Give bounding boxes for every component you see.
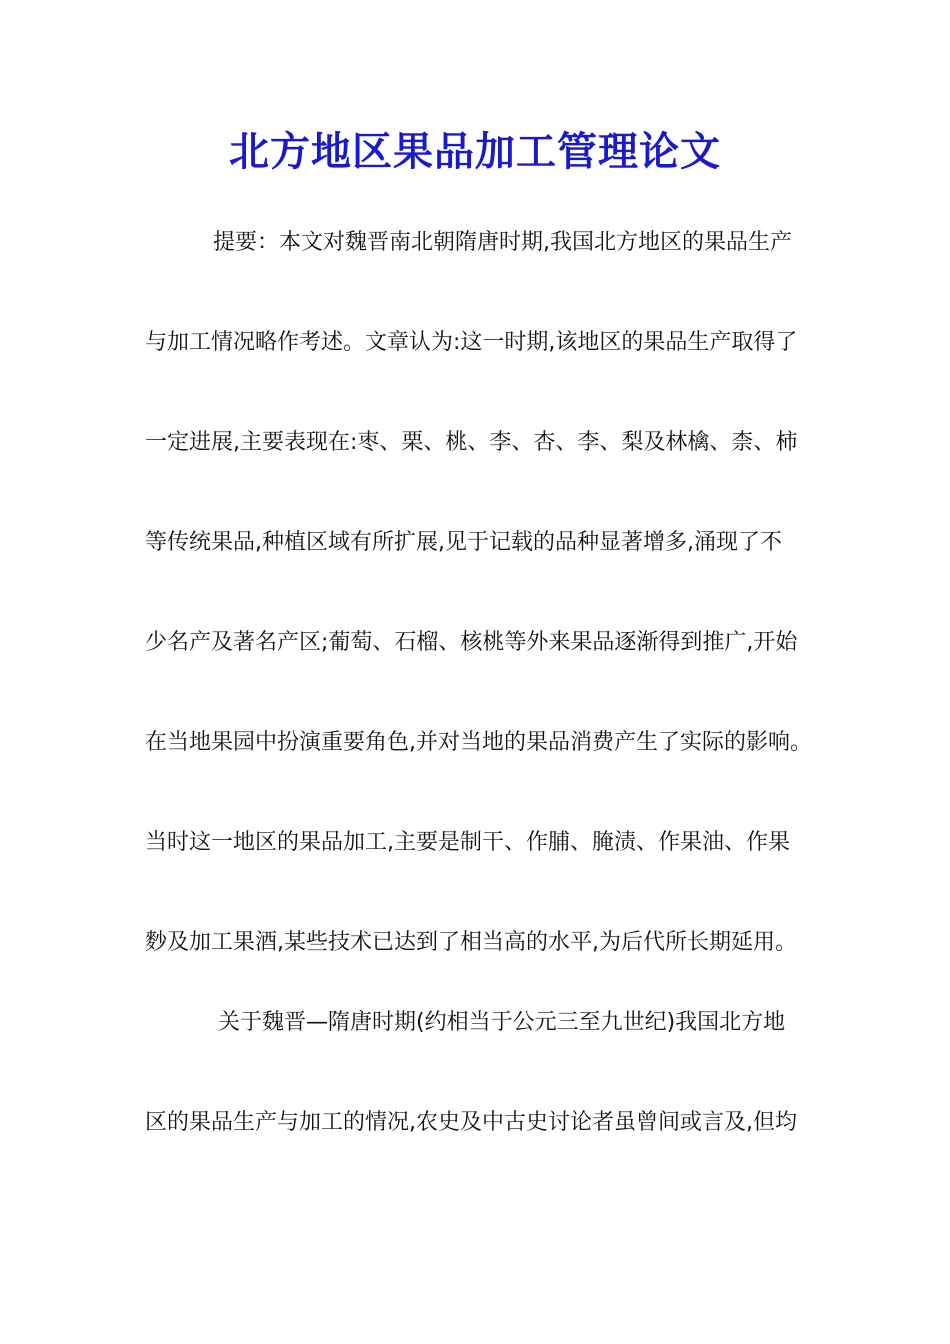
paragraph-line: 少名产及著名产区;葡萄、石榴、核桃等外来果品逐渐得到推广,开始 xyxy=(145,630,798,655)
paragraph-line: 一定进展,主要表现在:枣、栗、桃、李、杏、李、梨及林檎、柰、柿 xyxy=(145,430,798,455)
paragraph-line: 等传统果品,种植区域有所扩展,见于记载的品种显著增多,涌现了不 xyxy=(145,530,782,555)
paragraph-line: 提要：本文对魏晋南北朝隋唐时期,我国北方地区的果品生产 xyxy=(213,230,792,255)
paragraph-line: 在当地果园中扮演重要角色,并对当地的果品消费产生了实际的影响。 xyxy=(145,730,812,755)
paragraph-line: 关于魏晋—隋唐时期(约相当于公元三至九世纪)我国北方地 xyxy=(218,1010,786,1035)
paragraph-line: 与加工情况略作考述。文章认为:这一时期,该地区的果品生产取得了 xyxy=(145,330,798,355)
paragraph-line: 区的果品生产与加工的情况,农史及中古史讨论者虽曾间或言及,但均 xyxy=(145,1110,797,1135)
document-title: 北方地区果品加工管理论文 xyxy=(229,128,721,175)
paragraph-line: 当时这一地区的果品加工,主要是制干、作脯、腌渍、作果油、作果 xyxy=(145,830,790,855)
paragraph-line: 麨及加工果酒,某些技术已达到了相当高的水平,为后代所长期延用。 xyxy=(145,930,797,955)
